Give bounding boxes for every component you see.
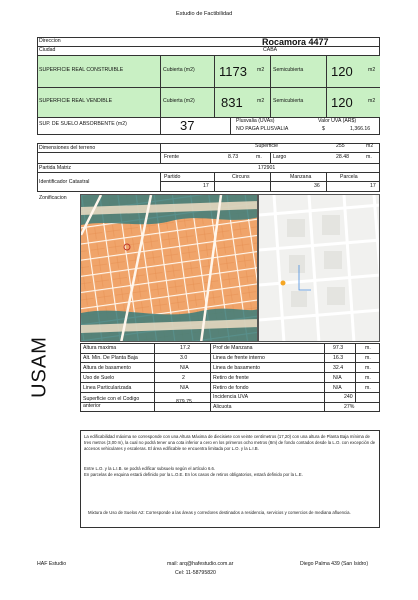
param-value-2: N/A [333, 385, 342, 391]
absorbent-label: SUP. DE SUELO ABSORBENTE (m2) [39, 121, 127, 127]
param-unit-2: m. [365, 375, 371, 381]
codigo-label: Superficie con el Codigo anterior [83, 396, 140, 409]
param-value-2: N/A [333, 375, 342, 381]
param-label-2: Retiro de frente [213, 375, 249, 381]
param-unit-2: m. [365, 355, 371, 361]
param-label: Altura de basamento [83, 365, 131, 371]
incidencia-value: 240 [344, 394, 353, 400]
param-label: Uso de Suelo [83, 375, 115, 381]
footer-phone[interactable]: Cel: 11-58795820 [175, 570, 216, 576]
param-value-2: 16.3 [333, 355, 344, 361]
partida-value: 172901 [258, 165, 276, 171]
buildable-semi-label: Semicubierta [273, 67, 304, 73]
param-value-2: 97.3 [333, 345, 344, 351]
buildable-covered-unit: m2 [257, 67, 265, 73]
sellable-semi-unit: m2 [368, 98, 376, 104]
param-label: Altura maxima [83, 345, 117, 351]
param-label-2: Linea de frente interno [213, 355, 265, 361]
buildable-covered-value: 1173 [219, 64, 247, 79]
param-value: 17.2 [180, 345, 191, 351]
dimensions-label: Dimensiones del terreno [39, 145, 96, 151]
uva-label: Valor UVA (AR$) [318, 118, 357, 124]
zonificacion-label: Zonificacion [39, 195, 67, 201]
largo-value: 28.48 [336, 154, 349, 160]
param-value: 2 [182, 375, 185, 381]
alicuota-label: Alicuota [213, 404, 232, 410]
buildable-covered-label: Cubierta (m2) [163, 67, 195, 73]
catastral-parcela: 17 [370, 183, 376, 189]
superficie-value: 255 [336, 143, 345, 149]
uva-value: 1,366.16 [350, 126, 371, 132]
param-label-2: Linea de basamento [213, 365, 261, 371]
plusvalia-label: Plusvalia (UVAs) [236, 118, 275, 124]
city-label: Ciudad [39, 47, 56, 53]
uva-currency: $ [322, 126, 325, 132]
param-value: N/A [180, 365, 189, 371]
footer-address: Diego Palma 439 (San Isidro) [300, 561, 369, 567]
partida-label: Partida Matriz [39, 165, 71, 171]
incidencia-label: Incidencia UVA [213, 394, 249, 400]
catastral-header-circuns: Circuns [232, 174, 250, 180]
note-paragraph: Entre L.O. y la L.I.B. se podrá edificar subsuelo según el artículo 6.6. [84, 466, 216, 471]
catastral-header-partido: Partido [164, 174, 181, 180]
frente-value: 8.73 [228, 154, 239, 160]
catastral-label: Identificador Catastral [39, 179, 90, 185]
sellable-covered-value: 831 [221, 95, 243, 110]
plusvalia-note: NO PAGA PLUSVALIA [236, 126, 289, 132]
frente-unit: m. [256, 154, 262, 160]
location-pin-icon [281, 281, 286, 286]
frente-label: Frente [164, 154, 179, 160]
sellable-semi-value: 120 [331, 95, 353, 110]
largo-unit: m. [366, 154, 372, 160]
buildable-label: SUPERFICIE REAL CONSTRUIBLE [39, 67, 124, 73]
buildable-semi-unit: m2 [368, 67, 376, 73]
param-value-2: 32.4 [333, 365, 344, 371]
param-unit-2: m. [365, 345, 371, 351]
param-label-2: Prof de Manzana [213, 345, 253, 351]
sellable-covered-label: Cubierta (m2) [163, 98, 195, 104]
street-map [258, 194, 380, 342]
codigo-value: 879.75 [176, 399, 192, 405]
footer-email[interactable]: mail: arq@hafestudio.com.ar [167, 561, 234, 567]
address-label: Direccion [39, 38, 61, 44]
footer-company: HAF Estudio [37, 561, 67, 567]
absorbent-value: 37 [180, 118, 195, 133]
catastral-header-parcela: Parcela [340, 174, 358, 180]
catastral-header-manzana: Manzana [290, 174, 312, 180]
param-label: Alt. Min. De Planta Baja [83, 355, 138, 361]
param-value: 3.0 [180, 355, 188, 361]
alicuota-value: 27% [344, 404, 355, 410]
sellable-covered-unit: m2 [257, 98, 265, 104]
param-label: Linea Particularizada [83, 385, 132, 391]
largo-label: Largo [273, 154, 287, 160]
zoning-map [80, 194, 258, 342]
sellable-label: SUPERFICIE REAL VENDIBLE [39, 98, 113, 104]
note-paragraph: En parcelas de esquina estará definido por la L.O.E. En los casos de retiros obligatorios, estará definido por la L.E. [84, 472, 303, 477]
param-unit-2: m. [365, 365, 371, 371]
note-paragraph: Mixtura de Uso de Suelos A2: Corresponde a las áreas y corredores destinados a residencia, servicios y comercios de mediana afluencia. [88, 510, 351, 515]
catastral-manzana: 36 [314, 183, 320, 189]
page-title: Estudio de Factibilidad [176, 11, 233, 17]
superficie-unit: m2 [366, 143, 374, 149]
address-value: Rocamora 4477 [262, 37, 329, 47]
buildable-semi-value: 120 [331, 64, 353, 79]
param-label-2: Retiro de fondo [213, 385, 249, 391]
sellable-semi-label: Semicubierta [273, 98, 304, 104]
zone-code-label: USAM [28, 336, 51, 398]
city-value: CABA [263, 47, 278, 53]
superficie-label: Superficie [255, 143, 279, 149]
param-value: N/A [180, 385, 189, 391]
param-unit-2: m. [365, 385, 371, 391]
catastral-partido: 17 [203, 183, 209, 189]
note-paragraph: La edificabilidad máxima se corresponde con una Altura Máxima de diecisiete con veinte centímetros (17,20) con una altura de Planta Baja mínima de tres metros (3,00 m), la cual no podrá tener una cota inferior a cero en los primeros ocho metros (8m) de fondo contados desde la L.O. con excepción de accesos vehiculares y escaleras. El área edificable se encuentra limitada por L.O. y la L.I.B. [84, 434, 376, 451]
